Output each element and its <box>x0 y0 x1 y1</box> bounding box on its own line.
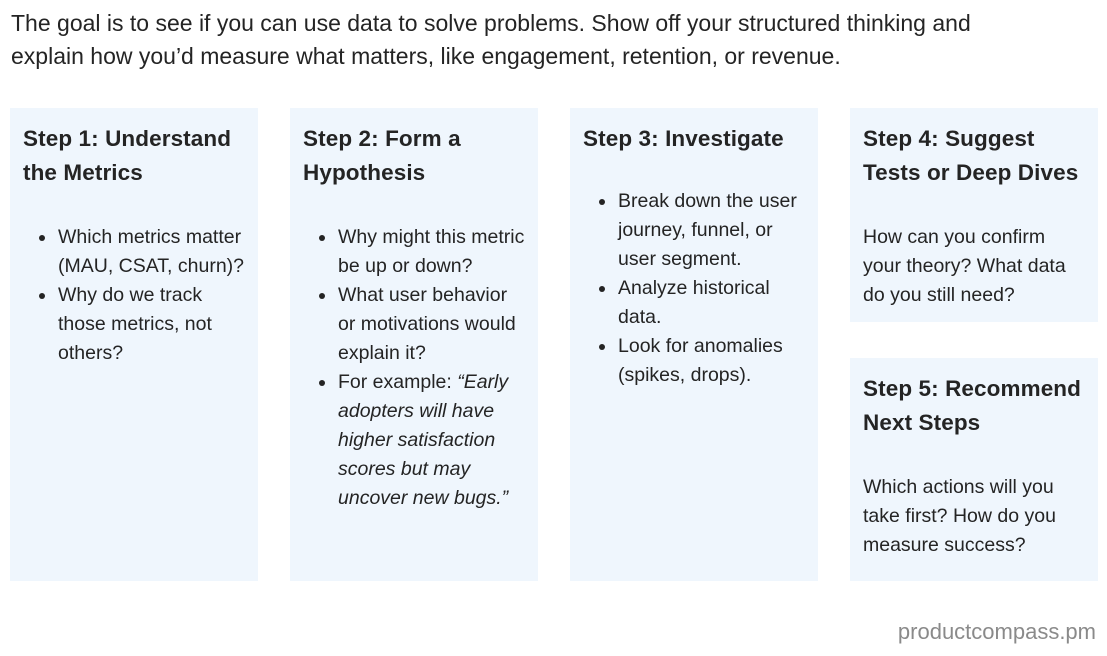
intro-line-1: The goal is to see if you can use data to solve problems. Show off your structured thinking and <box>11 10 971 36</box>
example-prefix: For example: <box>338 371 458 393</box>
step-1-card <box>10 108 258 581</box>
list-item: Analyze historical data. <box>618 274 806 332</box>
step-2-bullet-list <box>303 223 526 513</box>
list-item: Look for anomalies (spikes, drops). <box>618 332 806 390</box>
list-item <box>338 368 526 513</box>
step-4-card <box>850 108 1098 322</box>
list-item: Which metrics matter (MAU, CSAT, churn)? <box>58 223 246 281</box>
step-3-bullet-list <box>583 187 806 390</box>
step-4-title: Step 4: Suggest Tests or Deep Dives <box>863 126 1079 185</box>
step-2-title: Step 2: Form a Hypothesis <box>303 126 461 185</box>
step-2-card <box>290 108 538 581</box>
step-3-card <box>570 108 818 581</box>
step-1-bullet-list <box>23 223 246 368</box>
example-quote: “Early adopters will have higher satisfaction scores but may uncover new bugs.” <box>338 371 509 509</box>
list-item: Why might this metric be up or down? <box>338 223 526 281</box>
step-1-title: Step 1: Understand the Metrics <box>23 126 232 185</box>
list-item: Why do we track those metrics, not others? <box>58 281 246 368</box>
step-5-title: Step 5: Recommend Next Steps <box>863 376 1081 435</box>
list-item: What user behavior or motivations would explain it? <box>338 281 526 368</box>
intro-line-2: explain how you’d measure what matters, like engagement, retention, or revenue. <box>11 43 841 69</box>
step-4-text: How can you confirm your theory? What data do you still need? <box>863 226 1066 306</box>
step-3-title: Step 3: Investigate <box>583 126 784 151</box>
brand-watermark: productcompass.pm <box>897 619 1096 644</box>
step-5-card <box>850 358 1098 581</box>
step-5-text: Which actions will you take first? How do you measure success? <box>863 476 1056 556</box>
intro-text <box>11 7 1081 73</box>
list-item: Break down the user journey, funnel, or user segment. <box>618 187 806 274</box>
